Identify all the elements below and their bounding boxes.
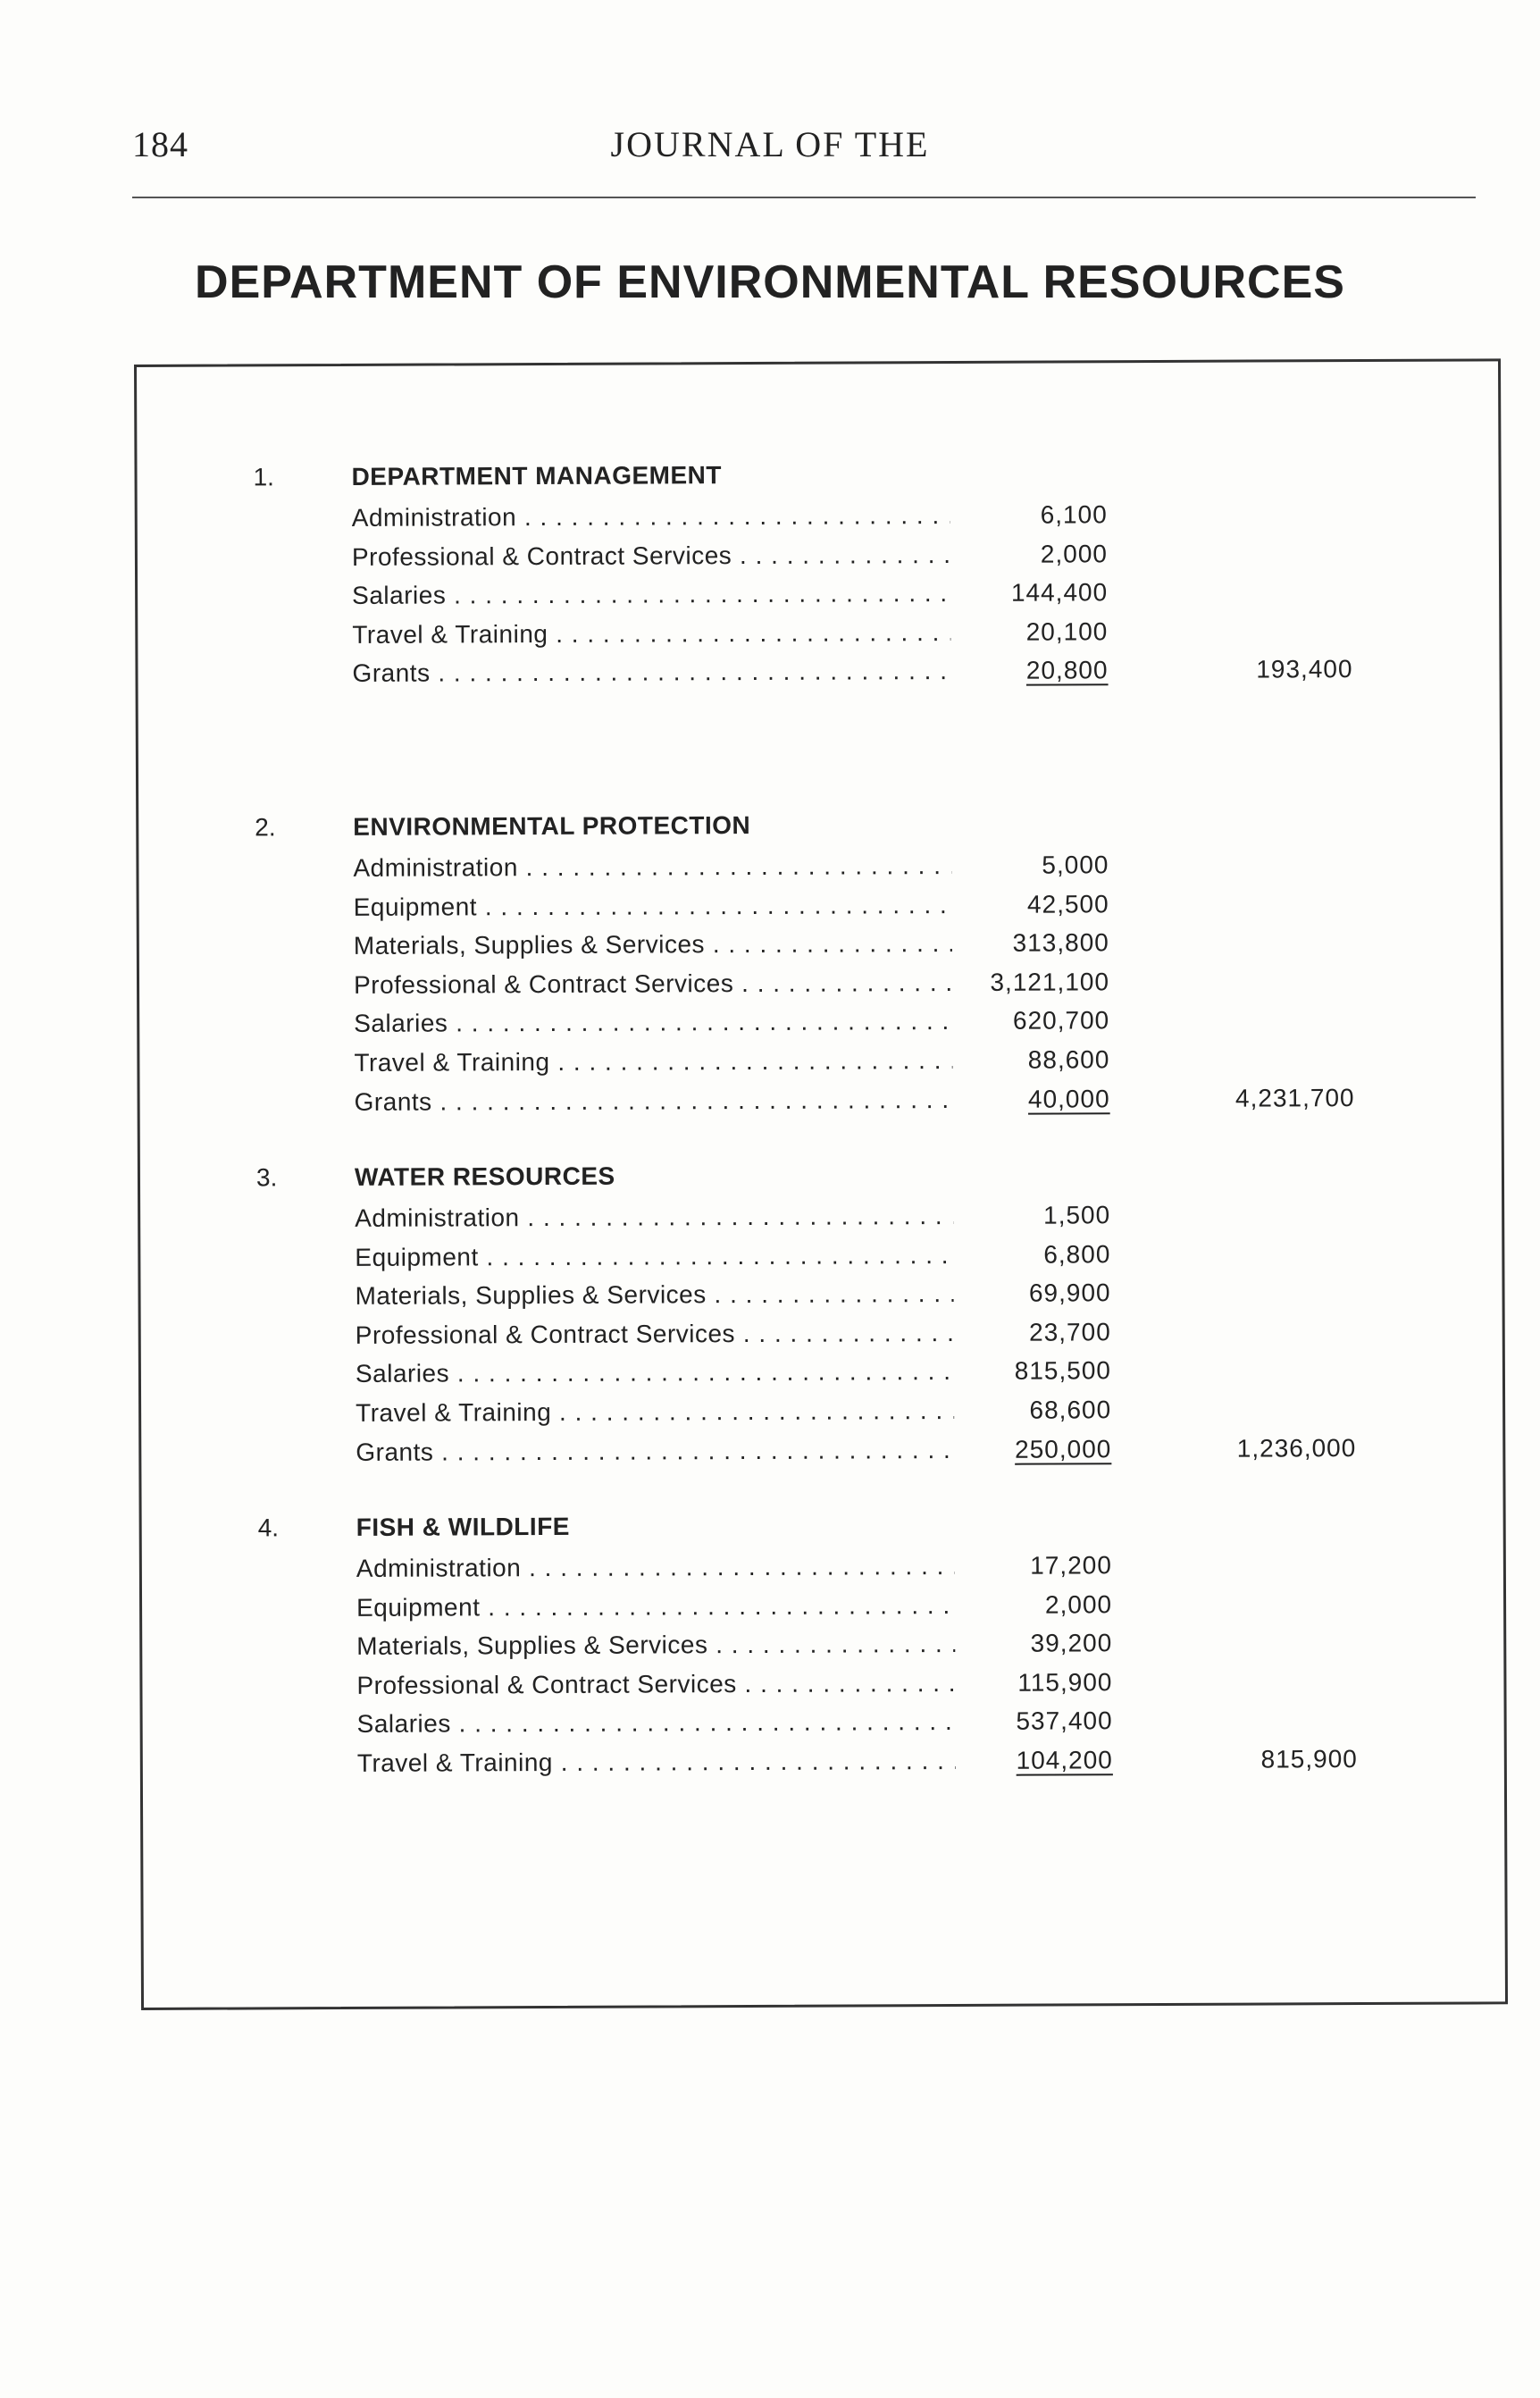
line-item-label: Administration . . .: [356, 1552, 955, 1583]
line-item-label: Salaries . . .: [356, 1357, 954, 1388]
line-item-amount: 20,800: [1025, 656, 1109, 685]
line-item-amount: 39,200: [1030, 1629, 1113, 1657]
line-item: [355, 1238, 1489, 1279]
line-item-amount: 40,000: [1027, 1084, 1110, 1113]
department-title: DEPARTMENT OF ENVIRONMENTAL RESOURCES: [195, 256, 1345, 308]
line-item-amount: 2,000: [1044, 1589, 1113, 1619]
page-number: 184: [132, 124, 188, 164]
section-total: 193,400: [1256, 655, 1353, 683]
line-item-label: Grants . . .: [356, 1436, 954, 1467]
line-item-amount: 68,600: [1029, 1396, 1112, 1424]
budget-section: [138, 808, 1500, 1116]
line-item-amount: 104,200: [1016, 1746, 1113, 1774]
line-item-amount: 1,500: [1043, 1201, 1111, 1229]
line-item-label: Grants . . .: [352, 657, 950, 688]
line-item-amount: 3,121,100: [990, 968, 1110, 996]
line-item-label: Salaries . . .: [352, 579, 950, 610]
running-head: [132, 123, 1408, 177]
line-item: [352, 655, 1486, 696]
line-item-label: Administration . . .: [355, 1202, 953, 1233]
line-item-amount: 17,200: [1030, 1551, 1112, 1580]
line-item-amount: 6,100: [1040, 500, 1108, 529]
line-item-amount: 69,900: [1028, 1279, 1111, 1307]
line-item: [356, 1628, 1491, 1669]
line-item: [355, 1278, 1489, 1319]
line-item-amount: 23,700: [1029, 1318, 1111, 1346]
line-item: [352, 499, 1486, 540]
line-item-label: Professional & Contract Services . . .: [356, 1319, 954, 1350]
line-item: [353, 849, 1487, 890]
budget-section: [142, 1508, 1503, 1777]
line-item-label: Equipment . . .: [354, 891, 952, 922]
line-item: [355, 1083, 1489, 1124]
line-item: [354, 1005, 1488, 1046]
line-item-amount: 2,000: [1040, 539, 1109, 568]
line-item-label: Professional & Contract Services . . .: [354, 968, 952, 1000]
section-title: WATER RESOURCES: [354, 1161, 615, 1191]
line-item-label: Materials, Supplies & Services . . .: [356, 1630, 955, 1661]
section-total: 815,900: [1260, 1745, 1358, 1773]
line-item: [356, 1316, 1490, 1357]
line-item: [354, 927, 1488, 968]
line-item-amount: 620,700: [1012, 1006, 1110, 1036]
line-item-label: Administration . . .: [352, 501, 950, 532]
line-item-amount: 42,500: [1026, 889, 1109, 918]
line-item-amount: 313,800: [1012, 928, 1109, 957]
line-item-amount: 537,400: [1016, 1706, 1113, 1736]
line-item-amount: 250,000: [1015, 1434, 1112, 1463]
line-item-label: Travel & Training . . .: [352, 618, 950, 650]
line-item-label: Travel & Training . . .: [356, 1396, 954, 1428]
line-item-amount: 88,600: [1027, 1045, 1110, 1074]
line-item-label: Professional & Contract Services . . .: [352, 541, 950, 572]
line-item: [356, 1589, 1491, 1630]
line-item-amount: 815,500: [1014, 1356, 1111, 1386]
line-item-label: Salaries . . .: [357, 1707, 956, 1739]
section-total: 4,231,700: [1235, 1083, 1355, 1112]
line-item-label: Equipment . . .: [355, 1241, 953, 1272]
line-item-label: Equipment . . .: [356, 1591, 955, 1622]
section-number: 1.: [253, 463, 274, 491]
section-total: 1,236,000: [1236, 1433, 1357, 1463]
header-rule: [132, 197, 1476, 198]
line-item-label: Professional & Contract Services . . .: [356, 1669, 955, 1700]
line-item: [357, 1706, 1492, 1747]
line-item-label: Administration . . .: [353, 851, 951, 883]
section-title: ENVIRONMENTAL PROTECTION: [353, 810, 751, 841]
line-item-label: Materials, Supplies & Services . . .: [354, 929, 952, 960]
line-item-label: Grants . . .: [355, 1086, 953, 1117]
budget-section: [140, 1158, 1502, 1466]
line-item: [354, 1044, 1488, 1085]
line-item: [354, 888, 1488, 929]
line-item: [356, 1549, 1491, 1590]
line-item-label: Travel & Training . . .: [357, 1747, 956, 1778]
line-item-label: Salaries . . .: [354, 1007, 952, 1038]
line-item: [356, 1394, 1490, 1435]
line-item: [356, 1433, 1490, 1474]
budget-section: [137, 457, 1498, 688]
line-item: [354, 966, 1488, 1007]
line-item-amount: 5,000: [1042, 851, 1109, 879]
line-item-amount: 6,800: [1043, 1239, 1111, 1269]
section-number: 3.: [255, 1163, 278, 1192]
line-item-amount: 115,900: [1017, 1668, 1113, 1697]
line-item-label: Materials, Supplies & Services . . .: [355, 1279, 953, 1311]
appropriations-box: [134, 358, 1508, 2010]
line-item: [355, 1199, 1489, 1240]
section-title: FISH & WILDLIFE: [356, 1512, 571, 1541]
line-item-amount: 20,100: [1025, 617, 1109, 646]
line-item: [352, 577, 1486, 618]
line-item-amount: 144,400: [1010, 578, 1109, 607]
line-item-label: Travel & Training . . .: [354, 1046, 952, 1077]
section-title: DEPARTMENT MANAGEMENT: [351, 461, 723, 490]
line-item: [357, 1744, 1492, 1785]
line-item: [352, 616, 1486, 657]
section-number: 4.: [257, 1513, 280, 1542]
section-number: 2.: [255, 813, 276, 842]
journal-title: JOURNAL OF THE: [610, 124, 930, 164]
line-item: [356, 1355, 1490, 1396]
line-item: [356, 1666, 1491, 1707]
line-item: [352, 538, 1486, 579]
